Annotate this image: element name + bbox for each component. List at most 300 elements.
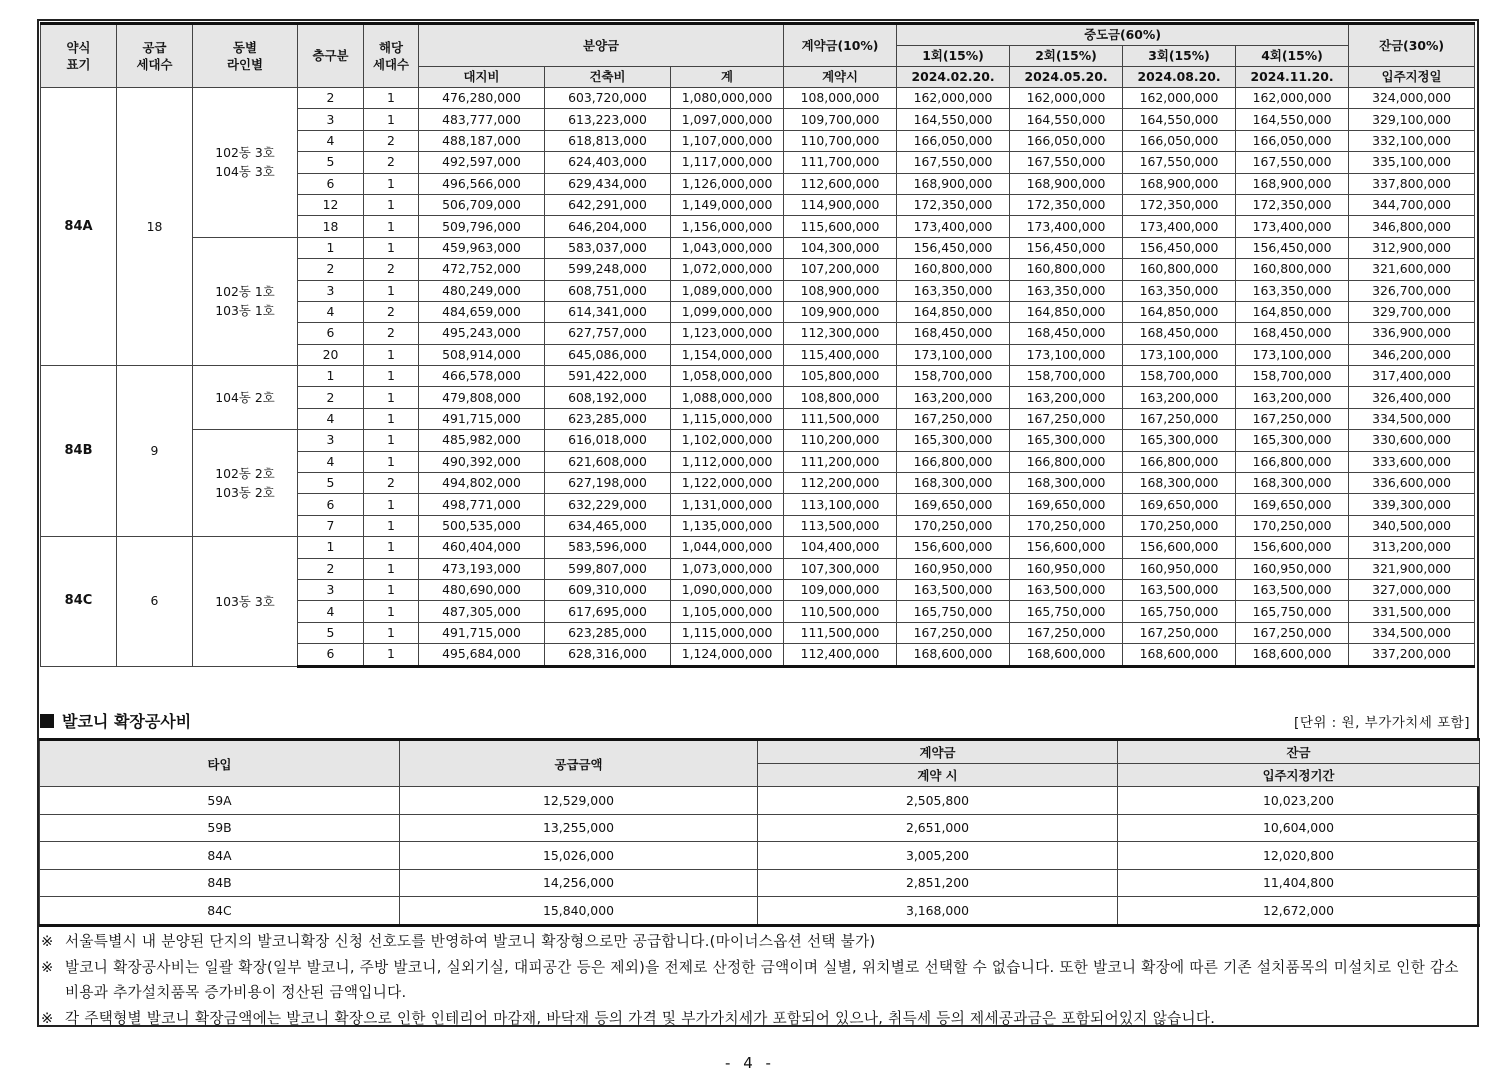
mid4-cell: 167,550,000	[1236, 152, 1349, 173]
count-cell: 1	[364, 494, 419, 515]
mid1-cell: 166,050,000	[897, 130, 1010, 151]
count-cell: 1	[364, 644, 419, 666]
header-price-total: 계	[671, 67, 784, 88]
count-cell: 1	[364, 237, 419, 258]
balance-cell: 326,700,000	[1349, 280, 1475, 301]
mid4-cell: 163,350,000	[1236, 280, 1349, 301]
balance-cell: 321,600,000	[1349, 259, 1475, 280]
build-price-cell: 629,434,000	[545, 173, 671, 194]
balcony-balance-cell: 10,604,000	[1118, 814, 1480, 842]
land-price-cell: 479,808,000	[419, 387, 545, 408]
floor-cell: 6	[298, 494, 364, 515]
total-price-cell: 1,058,000,000	[671, 366, 784, 387]
balcony-balance-cell: 12,672,000	[1118, 897, 1480, 926]
line-cell: 104동 2호	[193, 366, 298, 430]
mid2-cell: 156,600,000	[1010, 537, 1123, 558]
floor-cell: 2	[298, 558, 364, 579]
balcony-deposit-cell: 2,651,000	[758, 814, 1118, 842]
mid3-cell: 165,750,000	[1123, 601, 1236, 622]
balcony-type-cell: 59B	[40, 814, 400, 842]
count-cell: 1	[364, 88, 419, 109]
header-mid3-date: 2024.08.20.	[1123, 67, 1236, 88]
mid3-cell: 163,500,000	[1123, 579, 1236, 600]
header-mid4: 4회(15%)	[1236, 46, 1349, 67]
floor-cell: 4	[298, 408, 364, 429]
deposit-cell: 115,600,000	[784, 216, 897, 237]
mid1-cell: 173,100,000	[897, 344, 1010, 365]
count-cell: 1	[364, 515, 419, 536]
balance-cell: 327,000,000	[1349, 579, 1475, 600]
land-price-cell: 466,578,000	[419, 366, 545, 387]
mid3-cell: 164,850,000	[1123, 301, 1236, 322]
total-price-cell: 1,088,000,000	[671, 387, 784, 408]
supply-cell: 6	[117, 537, 193, 666]
note-text: 서울특별시 내 분양된 단지의 발코니확장 신청 선호도를 반영하여 발코니 확장형으로만 공급합니다.(마이너스옵션 선택 불가)	[65, 933, 876, 950]
header-middle: 중도금(60%)	[897, 24, 1349, 46]
deposit-cell: 108,900,000	[784, 280, 897, 301]
type-cell: 84C	[41, 537, 117, 666]
count-cell: 1	[364, 579, 419, 600]
balance-cell: 346,800,000	[1349, 216, 1475, 237]
mid1-cell: 168,900,000	[897, 173, 1010, 194]
balcony-deposit-cell: 2,505,800	[758, 787, 1118, 815]
balance-cell: 339,300,000	[1349, 494, 1475, 515]
mid3-cell: 166,050,000	[1123, 130, 1236, 151]
mid4-cell: 172,350,000	[1236, 194, 1349, 215]
header-balance-when: 입주지정일	[1349, 67, 1475, 88]
mid3-cell: 173,400,000	[1123, 216, 1236, 237]
floor-cell: 3	[298, 430, 364, 451]
balance-cell: 334,500,000	[1349, 408, 1475, 429]
deposit-cell: 112,400,000	[784, 644, 897, 666]
balance-cell: 326,400,000	[1349, 387, 1475, 408]
total-price-cell: 1,097,000,000	[671, 109, 784, 130]
mid3-cell: 167,550,000	[1123, 152, 1236, 173]
total-price-cell: 1,102,000,000	[671, 430, 784, 451]
balance-cell: 329,100,000	[1349, 109, 1475, 130]
total-price-cell: 1,154,000,000	[671, 344, 784, 365]
mid1-cell: 168,300,000	[897, 473, 1010, 494]
mid3-cell: 160,950,000	[1123, 558, 1236, 579]
balance-cell: 331,500,000	[1349, 601, 1475, 622]
count-cell: 2	[364, 323, 419, 344]
note-mark: ※	[41, 958, 54, 976]
balance-cell: 321,900,000	[1349, 558, 1475, 579]
mid3-cell: 167,250,000	[1123, 408, 1236, 429]
count-cell: 1	[364, 537, 419, 558]
notes	[41, 929, 1471, 1031]
build-price-cell: 628,316,000	[545, 644, 671, 666]
floor-cell: 4	[298, 301, 364, 322]
build-price-cell: 613,223,000	[545, 109, 671, 130]
note-text: 발코니 확장공사비는 일괄 확장(일부 발코니, 주방 발코니, 실외기실, 대피공간 등은 제외)을 전제로 산정한 금액이며 실별, 위치별로 선택할 수 없습니다. 또한 발코니 확장에 따른 기존 설치품목의 미설치로 인한 감소비용과 추가설치품목 증가비용이 정산된 금액입니다.	[65, 958, 1459, 1001]
mid1-cell: 163,500,000	[897, 579, 1010, 600]
total-price-cell: 1,107,000,000	[671, 130, 784, 151]
mid2-cell: 168,900,000	[1010, 173, 1123, 194]
build-price-cell: 632,229,000	[545, 494, 671, 515]
note-mark: ※	[41, 1009, 54, 1027]
mid2-cell: 163,350,000	[1010, 280, 1123, 301]
balance-cell: 330,600,000	[1349, 430, 1475, 451]
build-price-cell: 621,608,000	[545, 451, 671, 472]
note-item	[41, 929, 1471, 955]
build-price-cell: 616,018,000	[545, 430, 671, 451]
mid4-cell: 167,250,000	[1236, 622, 1349, 643]
mid1-cell: 173,400,000	[897, 216, 1010, 237]
balcony-type-cell: 84C	[40, 897, 400, 926]
balcony-balance-cell: 12,020,800	[1118, 842, 1480, 870]
floor-cell: 5	[298, 152, 364, 173]
mid1-cell: 166,800,000	[897, 451, 1010, 472]
land-price-cell: 494,802,000	[419, 473, 545, 494]
mid3-cell: 168,900,000	[1123, 173, 1236, 194]
mid3-cell: 167,250,000	[1123, 622, 1236, 643]
land-price-cell: 480,690,000	[419, 579, 545, 600]
build-price-cell: 599,807,000	[545, 558, 671, 579]
land-price-cell: 488,187,000	[419, 130, 545, 151]
mid2-cell: 160,800,000	[1010, 259, 1123, 280]
supply-cell: 9	[117, 366, 193, 537]
mid3-cell: 164,550,000	[1123, 109, 1236, 130]
count-cell: 2	[364, 152, 419, 173]
balcony-header-deposit-when: 계약 시	[758, 764, 1118, 787]
balcony-amount-cell: 12,529,000	[400, 787, 758, 815]
balance-cell: 336,900,000	[1349, 323, 1475, 344]
balcony-header-type: 타입	[40, 740, 400, 787]
mid1-cell: 168,450,000	[897, 323, 1010, 344]
build-price-cell: 591,422,000	[545, 366, 671, 387]
deposit-cell: 109,900,000	[784, 301, 897, 322]
total-price-cell: 1,099,000,000	[671, 301, 784, 322]
table-row	[41, 88, 1475, 109]
land-price-cell: 459,963,000	[419, 237, 545, 258]
mid1-cell: 165,300,000	[897, 430, 1010, 451]
mid3-cell: 165,300,000	[1123, 430, 1236, 451]
count-cell: 1	[364, 601, 419, 622]
deposit-cell: 108,800,000	[784, 387, 897, 408]
mid2-cell: 164,850,000	[1010, 301, 1123, 322]
mid1-cell: 156,450,000	[897, 237, 1010, 258]
count-cell: 2	[364, 259, 419, 280]
build-price-cell: 623,285,000	[545, 408, 671, 429]
floor-cell: 1	[298, 237, 364, 258]
build-price-cell: 603,720,000	[545, 88, 671, 109]
floor-cell: 4	[298, 601, 364, 622]
table-row	[40, 787, 1480, 815]
balance-cell: 334,500,000	[1349, 622, 1475, 643]
total-price-cell: 1,117,000,000	[671, 152, 784, 173]
balcony-amount-cell: 13,255,000	[400, 814, 758, 842]
mid3-cell: 169,650,000	[1123, 494, 1236, 515]
deposit-cell: 104,300,000	[784, 237, 897, 258]
mid2-cell: 168,300,000	[1010, 473, 1123, 494]
mid3-cell: 168,450,000	[1123, 323, 1236, 344]
total-price-cell: 1,073,000,000	[671, 558, 784, 579]
mid1-cell: 167,250,000	[897, 408, 1010, 429]
mid1-cell: 164,550,000	[897, 109, 1010, 130]
mid4-cell: 163,500,000	[1236, 579, 1349, 600]
deposit-cell: 112,200,000	[784, 473, 897, 494]
balcony-header-balance-when: 입주지정기간	[1118, 764, 1480, 787]
table-row	[41, 366, 1475, 387]
deposit-cell: 107,200,000	[784, 259, 897, 280]
mid1-cell: 160,800,000	[897, 259, 1010, 280]
land-price-cell: 472,752,000	[419, 259, 545, 280]
header-balance: 잔금(30%)	[1349, 24, 1475, 67]
mid4-cell: 163,200,000	[1236, 387, 1349, 408]
table-row	[40, 814, 1480, 842]
mid2-cell: 163,500,000	[1010, 579, 1123, 600]
mid2-cell: 156,450,000	[1010, 237, 1123, 258]
total-price-cell: 1,089,000,000	[671, 280, 784, 301]
floor-cell: 2	[298, 88, 364, 109]
mid2-cell: 160,950,000	[1010, 558, 1123, 579]
balance-cell: 329,700,000	[1349, 301, 1475, 322]
header-mid2-date: 2024.05.20.	[1010, 67, 1123, 88]
balance-cell: 313,200,000	[1349, 537, 1475, 558]
deposit-cell: 110,500,000	[784, 601, 897, 622]
floor-cell: 5	[298, 473, 364, 494]
floor-cell: 20	[298, 344, 364, 365]
balance-cell: 340,500,000	[1349, 515, 1475, 536]
floor-cell: 3	[298, 280, 364, 301]
mid2-cell: 158,700,000	[1010, 366, 1123, 387]
mid3-cell: 168,300,000	[1123, 473, 1236, 494]
mid2-cell: 172,350,000	[1010, 194, 1123, 215]
balcony-title: 발코니 확장공사비	[62, 712, 192, 731]
mid1-cell: 165,750,000	[897, 601, 1010, 622]
land-price-cell: 500,535,000	[419, 515, 545, 536]
mid3-cell: 158,700,000	[1123, 366, 1236, 387]
mid4-cell: 173,100,000	[1236, 344, 1349, 365]
table-row	[40, 869, 1480, 897]
land-price-cell: 509,796,000	[419, 216, 545, 237]
balcony-section-title	[40, 709, 191, 732]
count-cell: 1	[364, 558, 419, 579]
count-cell: 1	[364, 194, 419, 215]
type-cell: 84B	[41, 366, 117, 537]
mid4-cell: 168,300,000	[1236, 473, 1349, 494]
deposit-cell: 115,400,000	[784, 344, 897, 365]
header-supply: 공급 세대수	[117, 24, 193, 88]
mid4-cell: 166,800,000	[1236, 451, 1349, 472]
supply-cell: 18	[117, 88, 193, 366]
total-price-cell: 1,080,000,000	[671, 88, 784, 109]
total-price-cell: 1,044,000,000	[671, 537, 784, 558]
mid2-cell: 173,100,000	[1010, 344, 1123, 365]
build-price-cell: 608,751,000	[545, 280, 671, 301]
header-deposit-when: 계약시	[784, 67, 897, 88]
mid1-cell: 168,600,000	[897, 644, 1010, 666]
mid3-cell: 163,350,000	[1123, 280, 1236, 301]
build-price-cell: 614,341,000	[545, 301, 671, 322]
mid4-cell: 156,600,000	[1236, 537, 1349, 558]
balance-cell: 312,900,000	[1349, 237, 1475, 258]
deposit-cell: 112,300,000	[784, 323, 897, 344]
deposit-cell: 109,700,000	[784, 109, 897, 130]
balcony-balance-cell: 11,404,800	[1118, 869, 1480, 897]
mid2-cell: 162,000,000	[1010, 88, 1123, 109]
land-price-cell: 484,659,000	[419, 301, 545, 322]
mid4-cell: 158,700,000	[1236, 366, 1349, 387]
floor-cell: 7	[298, 515, 364, 536]
mid1-cell: 167,550,000	[897, 152, 1010, 173]
floor-cell: 12	[298, 194, 364, 215]
land-price-cell: 508,914,000	[419, 344, 545, 365]
mid1-cell: 164,850,000	[897, 301, 1010, 322]
mid2-cell: 168,600,000	[1010, 644, 1123, 666]
header-floor: 층구분	[298, 24, 364, 88]
deposit-cell: 111,500,000	[784, 408, 897, 429]
floor-cell: 4	[298, 130, 364, 151]
build-price-cell: 624,403,000	[545, 152, 671, 173]
land-price-cell: 495,243,000	[419, 323, 545, 344]
mid4-cell: 160,950,000	[1236, 558, 1349, 579]
count-cell: 2	[364, 473, 419, 494]
balcony-deposit-cell: 3,168,000	[758, 897, 1118, 926]
balcony-header-deposit: 계약금	[758, 740, 1118, 764]
count-cell: 1	[364, 173, 419, 194]
balcony-header-amount: 공급금액	[400, 740, 758, 787]
deposit-cell: 105,800,000	[784, 366, 897, 387]
mid4-cell: 160,800,000	[1236, 259, 1349, 280]
unit-note: [단위 : 원, 부가가치세 포함]	[1294, 715, 1470, 731]
deposit-cell: 111,500,000	[784, 622, 897, 643]
table-row	[41, 430, 1475, 451]
count-cell: 2	[364, 301, 419, 322]
mid1-cell: 167,250,000	[897, 622, 1010, 643]
mid1-cell: 156,600,000	[897, 537, 1010, 558]
floor-cell: 18	[298, 216, 364, 237]
land-price-cell: 487,305,000	[419, 601, 545, 622]
total-price-cell: 1,090,000,000	[671, 579, 784, 600]
mid3-cell: 156,600,000	[1123, 537, 1236, 558]
count-cell: 1	[364, 451, 419, 472]
mid1-cell: 163,350,000	[897, 280, 1010, 301]
land-price-cell: 483,777,000	[419, 109, 545, 130]
build-price-cell: 646,204,000	[545, 216, 671, 237]
deposit-cell: 109,000,000	[784, 579, 897, 600]
balance-cell: 344,700,000	[1349, 194, 1475, 215]
land-price-cell: 491,715,000	[419, 622, 545, 643]
total-price-cell: 1,149,000,000	[671, 194, 784, 215]
count-cell: 1	[364, 622, 419, 643]
count-cell: 1	[364, 344, 419, 365]
land-price-cell: 473,193,000	[419, 558, 545, 579]
total-price-cell: 1,115,000,000	[671, 408, 784, 429]
land-price-cell: 495,684,000	[419, 644, 545, 666]
balance-cell: 337,800,000	[1349, 173, 1475, 194]
note-mark: ※	[41, 933, 54, 950]
balance-cell: 346,200,000	[1349, 344, 1475, 365]
note-item	[41, 955, 1471, 1006]
mid2-cell: 169,650,000	[1010, 494, 1123, 515]
balance-cell: 337,200,000	[1349, 644, 1475, 666]
mid4-cell: 156,450,000	[1236, 237, 1349, 258]
header-mid3: 3회(15%)	[1123, 46, 1236, 67]
floor-cell: 1	[298, 366, 364, 387]
mid3-cell: 173,100,000	[1123, 344, 1236, 365]
build-price-cell: 609,310,000	[545, 579, 671, 600]
line-cell: 103동 3호	[193, 537, 298, 666]
header-deposit: 계약금(10%)	[784, 24, 897, 67]
mid4-cell: 173,400,000	[1236, 216, 1349, 237]
total-price-cell: 1,135,000,000	[671, 515, 784, 536]
table-row	[40, 897, 1480, 926]
mid2-cell: 167,550,000	[1010, 152, 1123, 173]
build-price-cell: 627,757,000	[545, 323, 671, 344]
header-mid1-date: 2024.02.20.	[897, 67, 1010, 88]
mid3-cell: 166,800,000	[1123, 451, 1236, 472]
land-price-cell: 480,249,000	[419, 280, 545, 301]
mid3-cell: 162,000,000	[1123, 88, 1236, 109]
table-row	[41, 537, 1475, 558]
deposit-cell: 111,200,000	[784, 451, 897, 472]
mid4-cell: 170,250,000	[1236, 515, 1349, 536]
balance-cell: 332,100,000	[1349, 130, 1475, 151]
count-cell: 1	[364, 216, 419, 237]
land-price-cell: 476,280,000	[419, 88, 545, 109]
floor-cell: 3	[298, 579, 364, 600]
deposit-cell: 104,400,000	[784, 537, 897, 558]
mid2-cell: 164,550,000	[1010, 109, 1123, 130]
mid4-cell: 168,600,000	[1236, 644, 1349, 666]
balcony-table	[39, 738, 1480, 927]
balcony-balance-cell: 10,023,200	[1118, 787, 1480, 815]
build-price-cell: 608,192,000	[545, 387, 671, 408]
mid1-cell: 169,650,000	[897, 494, 1010, 515]
floor-cell: 1	[298, 537, 364, 558]
header-mid4-date: 2024.11.20.	[1236, 67, 1349, 88]
build-price-cell: 623,285,000	[545, 622, 671, 643]
type-cell: 84A	[41, 88, 117, 366]
build-price-cell: 617,695,000	[545, 601, 671, 622]
mid4-cell: 162,000,000	[1236, 88, 1349, 109]
mid2-cell: 173,400,000	[1010, 216, 1123, 237]
header-type: 약식 표기	[41, 24, 117, 88]
line-cell: 102동 3호 104동 3호	[193, 88, 298, 238]
deposit-cell: 108,000,000	[784, 88, 897, 109]
header-price-build: 건축비	[545, 67, 671, 88]
floor-cell: 6	[298, 323, 364, 344]
land-price-cell: 506,709,000	[419, 194, 545, 215]
count-cell: 1	[364, 366, 419, 387]
deposit-cell: 110,200,000	[784, 430, 897, 451]
mid3-cell: 172,350,000	[1123, 194, 1236, 215]
balcony-deposit-cell: 2,851,200	[758, 869, 1118, 897]
square-bullet-icon	[40, 714, 54, 728]
balcony-type-cell: 84A	[40, 842, 400, 870]
mid4-cell: 168,450,000	[1236, 323, 1349, 344]
line-cell: 102동 2호 103동 2호	[193, 430, 298, 537]
mid2-cell: 166,050,000	[1010, 130, 1123, 151]
balance-cell: 324,000,000	[1349, 88, 1475, 109]
land-price-cell: 498,771,000	[419, 494, 545, 515]
mid4-cell: 165,750,000	[1236, 601, 1349, 622]
land-price-cell: 460,404,000	[419, 537, 545, 558]
balance-cell: 317,400,000	[1349, 366, 1475, 387]
count-cell: 2	[364, 130, 419, 151]
land-price-cell: 485,982,000	[419, 430, 545, 451]
floor-cell: 6	[298, 644, 364, 666]
deposit-cell: 107,300,000	[784, 558, 897, 579]
build-price-cell: 634,465,000	[545, 515, 671, 536]
build-price-cell: 645,086,000	[545, 344, 671, 365]
balance-cell: 333,600,000	[1349, 451, 1475, 472]
price-table	[40, 22, 1475, 668]
mid3-cell: 168,600,000	[1123, 644, 1236, 666]
deposit-cell: 110,700,000	[784, 130, 897, 151]
